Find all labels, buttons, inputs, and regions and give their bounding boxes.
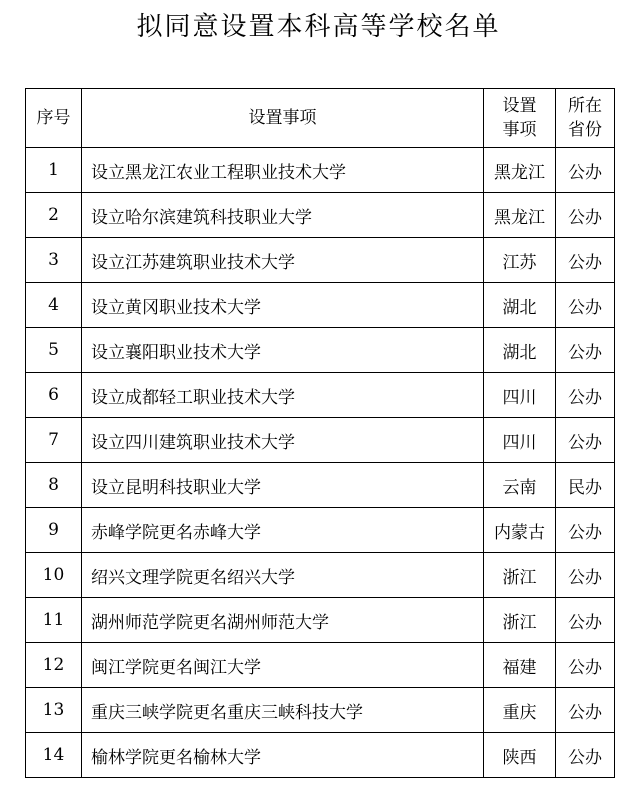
row-kind: 公办 <box>556 688 615 733</box>
row-no: 9 <box>26 508 82 553</box>
row-no: 5 <box>26 328 82 373</box>
row-item: 设立江苏建筑职业技术大学 <box>82 238 484 283</box>
row-no: 8 <box>26 463 82 508</box>
university-list-table <box>25 88 615 778</box>
row-item: 设立哈尔滨建筑科技职业大学 <box>82 193 484 238</box>
row-kind: 民办 <box>556 463 615 508</box>
row-kind: 公办 <box>556 508 615 553</box>
row-province: 陕西 <box>484 733 556 778</box>
row-province: 重庆 <box>484 688 556 733</box>
table-row <box>26 148 615 193</box>
header-no: 序号 <box>26 89 82 148</box>
table-row <box>26 553 615 598</box>
row-province: 四川 <box>484 418 556 463</box>
table-row <box>26 643 615 688</box>
row-province: 黑龙江 <box>484 193 556 238</box>
row-no: 7 <box>26 418 82 463</box>
row-province: 内蒙古 <box>484 508 556 553</box>
row-no: 12 <box>26 643 82 688</box>
table-row <box>26 508 615 553</box>
table-row <box>26 418 615 463</box>
row-province: 湖北 <box>484 283 556 328</box>
row-kind: 公办 <box>556 373 615 418</box>
row-kind: 公办 <box>556 418 615 463</box>
row-no: 10 <box>26 553 82 598</box>
row-kind: 公办 <box>556 283 615 328</box>
row-item: 设立襄阳职业技术大学 <box>82 328 484 373</box>
row-item: 设立黄冈职业技术大学 <box>82 283 484 328</box>
header-type <box>484 89 556 148</box>
table-row <box>26 193 615 238</box>
row-kind: 公办 <box>556 238 615 283</box>
table-row <box>26 688 615 733</box>
row-item: 设立昆明科技职业大学 <box>82 463 484 508</box>
table-row <box>26 733 615 778</box>
row-province: 浙江 <box>484 598 556 643</box>
header-type-line1: 设置 <box>502 96 537 116</box>
row-no: 11 <box>26 598 82 643</box>
row-kind: 公办 <box>556 733 615 778</box>
row-kind: 公办 <box>556 328 615 373</box>
table-row <box>26 283 615 328</box>
header-province-line1: 所在 <box>568 96 602 116</box>
document-title: 拟同意设置本科高等学校名单 <box>136 12 501 42</box>
row-no: 13 <box>26 688 82 733</box>
row-no: 3 <box>26 238 82 283</box>
row-item: 榆林学院更名榆林大学 <box>82 733 484 778</box>
header-item: 设置事项 <box>82 89 484 148</box>
header-province <box>556 89 615 148</box>
row-kind: 公办 <box>556 148 615 193</box>
row-item: 设立四川建筑职业技术大学 <box>82 418 484 463</box>
table-body <box>26 148 615 778</box>
table-row <box>26 373 615 418</box>
row-item: 湖州师范学院更名湖州师范大学 <box>82 598 484 643</box>
row-item: 绍兴文理学院更名绍兴大学 <box>82 553 484 598</box>
row-item: 重庆三峡学院更名重庆三峡科技大学 <box>82 688 484 733</box>
row-kind: 公办 <box>556 193 615 238</box>
table-header-row <box>26 89 615 148</box>
row-item: 闽江学院更名闽江大学 <box>82 643 484 688</box>
table-row <box>26 463 615 508</box>
row-province: 浙江 <box>484 553 556 598</box>
row-no: 2 <box>26 193 82 238</box>
row-no: 14 <box>26 733 82 778</box>
row-item: 设立成都轻工职业技术大学 <box>82 373 484 418</box>
row-province: 福建 <box>484 643 556 688</box>
table-row <box>26 328 615 373</box>
row-kind: 公办 <box>556 553 615 598</box>
row-no: 1 <box>26 148 82 193</box>
row-province: 江苏 <box>484 238 556 283</box>
header-province-line2: 省份 <box>568 120 602 140</box>
row-item: 设立黑龙江农业工程职业技术大学 <box>82 148 484 193</box>
row-item: 赤峰学院更名赤峰大学 <box>82 508 484 553</box>
row-province: 湖北 <box>484 328 556 373</box>
table-row <box>26 598 615 643</box>
row-province: 四川 <box>484 373 556 418</box>
row-kind: 公办 <box>556 598 615 643</box>
row-kind: 公办 <box>556 643 615 688</box>
table-row <box>26 238 615 283</box>
row-no: 6 <box>26 373 82 418</box>
row-province: 黑龙江 <box>484 148 556 193</box>
row-province: 云南 <box>484 463 556 508</box>
row-no: 4 <box>26 283 82 328</box>
header-type-line2: 事项 <box>502 120 537 140</box>
